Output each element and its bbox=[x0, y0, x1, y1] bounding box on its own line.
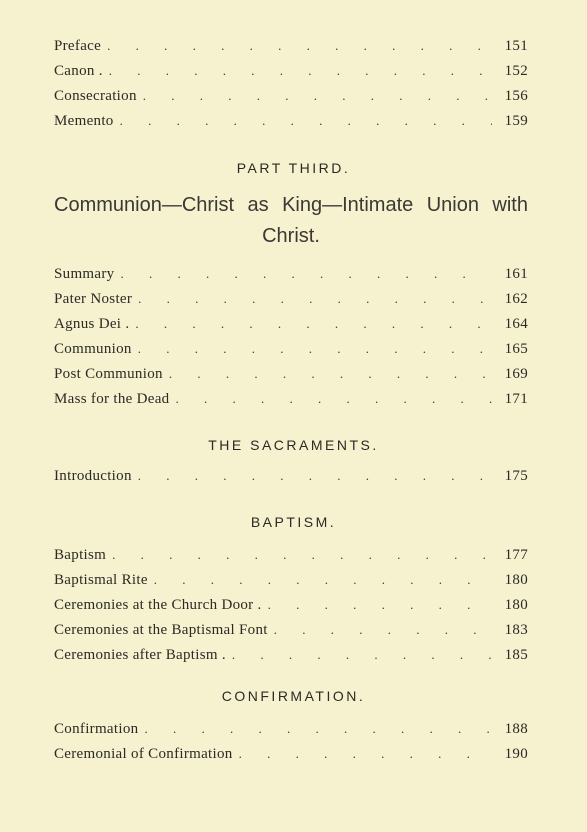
entry-page: 185 bbox=[504, 647, 528, 663]
entry-page: 169 bbox=[504, 366, 528, 382]
entry-title: Ceremonies at the Baptismal Font bbox=[54, 622, 268, 638]
toc-entry-agnus-dei bbox=[54, 316, 528, 338]
toc-entry-pater-noster bbox=[54, 291, 528, 313]
entry-page: 188 bbox=[504, 721, 528, 737]
part-third-title: Communion—Christ as King—Intimate Union with Christ. bbox=[54, 194, 528, 247]
toc-entry-confirmation bbox=[54, 721, 528, 743]
toc-entry-church-door bbox=[54, 597, 528, 619]
dot-leader bbox=[232, 647, 492, 664]
part-third-heading: PART THIRD. bbox=[236, 160, 351, 176]
entry-page: 180 bbox=[504, 597, 528, 613]
entry-title: Ceremonies after Baptism . bbox=[54, 647, 226, 663]
toc-entry-post-communion bbox=[54, 366, 528, 388]
toc-entry-baptismal-font bbox=[54, 622, 528, 644]
dot-leader bbox=[138, 291, 492, 308]
toc-entry-baptism bbox=[54, 547, 528, 569]
dot-leader bbox=[144, 721, 492, 738]
entry-page: 171 bbox=[504, 391, 528, 407]
toc-entry-consecration bbox=[54, 88, 528, 110]
entry-page: 151 bbox=[504, 38, 528, 54]
dot-leader bbox=[138, 341, 492, 358]
entry-page: 159 bbox=[504, 113, 528, 129]
entry-title: Memento bbox=[54, 113, 114, 129]
dot-leader bbox=[143, 88, 492, 105]
entry-title: Ceremonies at the Church Door . bbox=[54, 597, 262, 613]
toc-entry-memento bbox=[54, 113, 528, 135]
dot-leader bbox=[120, 266, 492, 283]
entry-page: 164 bbox=[504, 316, 528, 332]
entry-title: Confirmation bbox=[54, 721, 139, 737]
entry-title: Baptismal Rite bbox=[54, 572, 148, 588]
dot-leader bbox=[268, 597, 492, 614]
sacraments-heading: THE SACRAMENTS. bbox=[208, 437, 379, 453]
entry-page: 156 bbox=[504, 88, 528, 104]
entry-page: 162 bbox=[504, 291, 528, 307]
dot-leader bbox=[138, 468, 492, 485]
toc-entry-preface bbox=[54, 38, 528, 60]
entry-page: 177 bbox=[504, 547, 528, 563]
entry-page: 161 bbox=[504, 266, 528, 282]
dot-leader bbox=[169, 366, 492, 383]
entry-title: Consecration bbox=[54, 88, 137, 104]
entry-page: 183 bbox=[504, 622, 528, 638]
dot-leader bbox=[109, 63, 492, 80]
confirmation-heading: CONFIRMATION. bbox=[221, 688, 366, 704]
entry-title: Communion bbox=[54, 341, 132, 357]
entry-page: 152 bbox=[504, 63, 528, 79]
entry-page: 165 bbox=[504, 341, 528, 357]
baptism-heading: BAPTISM. bbox=[250, 514, 337, 530]
entry-title: Baptism bbox=[54, 547, 107, 563]
toc-entry-mass-for-the-dead bbox=[54, 391, 528, 413]
dot-leader bbox=[154, 572, 492, 589]
dot-leader bbox=[135, 316, 492, 333]
toc-entry-summary bbox=[54, 266, 528, 288]
dot-leader bbox=[107, 38, 492, 55]
toc-entry-communion bbox=[54, 341, 528, 363]
entry-title: Canon . bbox=[54, 63, 103, 79]
entry-title: Introduction bbox=[54, 468, 132, 484]
toc-entry-baptismal-rite bbox=[54, 572, 528, 594]
dot-leader bbox=[175, 391, 492, 408]
dot-leader bbox=[120, 113, 492, 130]
entry-title: Mass for the Dead bbox=[54, 391, 170, 407]
entry-title: Ceremonial of Confirmation bbox=[54, 746, 233, 762]
toc-entry-introduction bbox=[54, 468, 528, 490]
entry-title: Agnus Dei . bbox=[54, 316, 130, 332]
toc-entry-canon bbox=[54, 63, 528, 85]
dot-leader bbox=[112, 547, 492, 564]
entry-page: 175 bbox=[504, 468, 528, 484]
entry-title: Preface bbox=[54, 38, 102, 54]
entry-title: Post Communion bbox=[54, 366, 163, 382]
entry-title: Summary bbox=[54, 266, 115, 282]
dot-leader bbox=[274, 622, 492, 639]
dot-leader bbox=[239, 746, 492, 763]
entry-page: 190 bbox=[504, 746, 528, 762]
entry-page: 180 bbox=[504, 572, 528, 588]
toc-entry-ceremonial-of-confirmation bbox=[54, 746, 528, 768]
toc-entry-after-baptism bbox=[54, 647, 528, 669]
entry-title: Pater Noster bbox=[54, 291, 133, 307]
